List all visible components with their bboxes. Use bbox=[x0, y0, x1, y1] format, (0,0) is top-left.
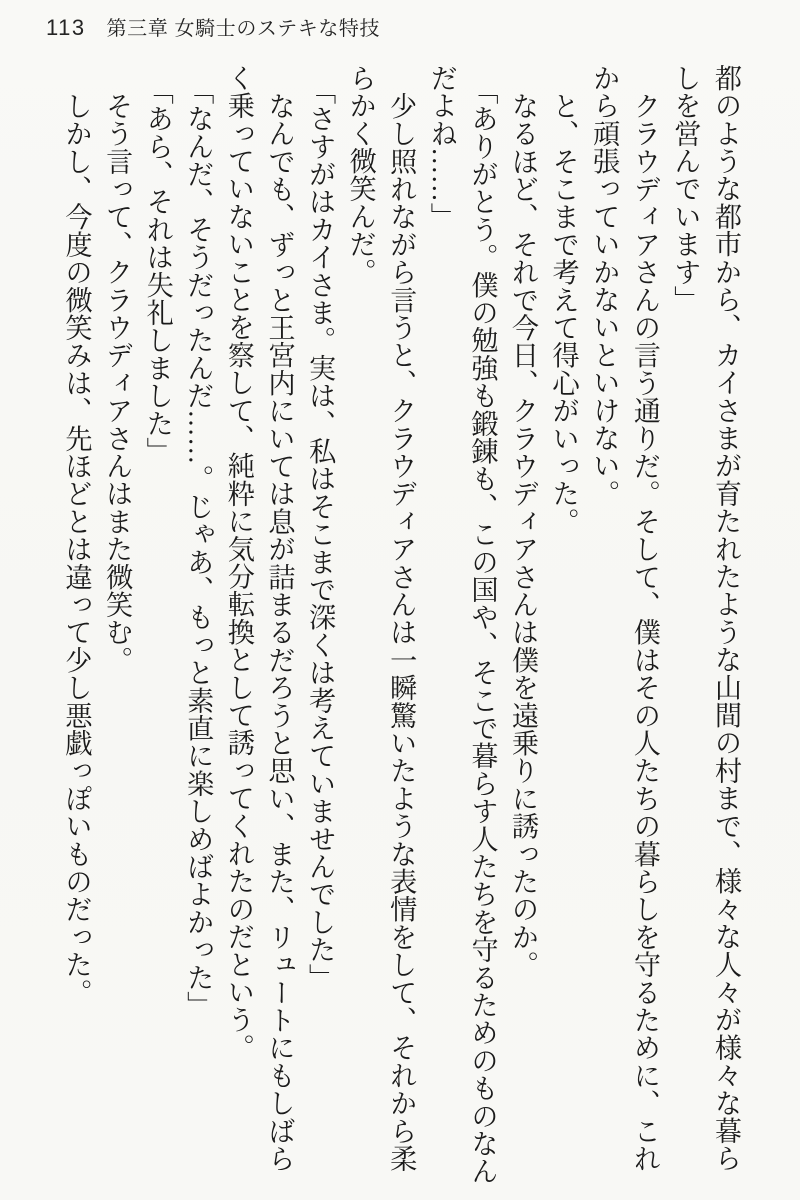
page-number: 113 bbox=[46, 15, 86, 40]
text-line: 「なんだ、そうだったんだ……。じゃあ、もっと素直に楽しめばよかった」 bbox=[183, 77, 214, 1019]
text-line: 都のような都市から、カイさまが育たれたような山間の村まで、様々な人々が様々な暮ら bbox=[711, 64, 741, 1172]
text-line: 「ありがとう。僕の勉強も鍛錬も、この国や、そこで暮らす人たちを守るためのものなん bbox=[467, 77, 498, 1185]
text-line: 「あら、それは失礼しました」 bbox=[142, 77, 173, 465]
chapter-title: 第三章 女騎士のステキな特技 bbox=[106, 18, 381, 40]
text-line: なんでも、ずっと王宮内にいては息が詰まるだろうと思い、また、リュートにもしばら bbox=[264, 91, 295, 1172]
text-line: と、そこまで考えて得心がいった。 bbox=[548, 91, 579, 535]
text-line: 「さすがはカイさま。実は、私はそこまで深くは考えていませんでした」 bbox=[305, 77, 336, 992]
text-line: しを営んでいます」 bbox=[670, 64, 701, 314]
text-line: 少し照れながら言うと、クラウディアさんは一瞬驚いたような表情をして、それから柔 bbox=[386, 91, 417, 1172]
text-line: クラウディアさんの言う通りだ。そして、僕はその人たちの暮らしを守るために、これ bbox=[629, 91, 660, 1172]
text-line: そう言って、クラウディアさんはまた微笑む。 bbox=[102, 91, 133, 674]
text-line: から頑張っていかないといけない。 bbox=[589, 64, 620, 508]
running-head bbox=[46, 12, 380, 41]
text-line: しかし、今度の微笑みは、先ほどとは違って少し悪戯っぽいものだった。 bbox=[61, 91, 92, 1006]
text-line: だよね……」 bbox=[426, 64, 457, 231]
text-line: なるほど、それで今日、クラウディアさんは僕を遠乗りに誘ったのか。 bbox=[508, 91, 539, 979]
text-line: らかく微笑んだ。 bbox=[345, 64, 376, 286]
text-line: く乗っていないことを察して、純粋に気分転換として誘ってくれたのだという。 bbox=[223, 64, 254, 1062]
vertical-text-block bbox=[56, 64, 746, 1192]
